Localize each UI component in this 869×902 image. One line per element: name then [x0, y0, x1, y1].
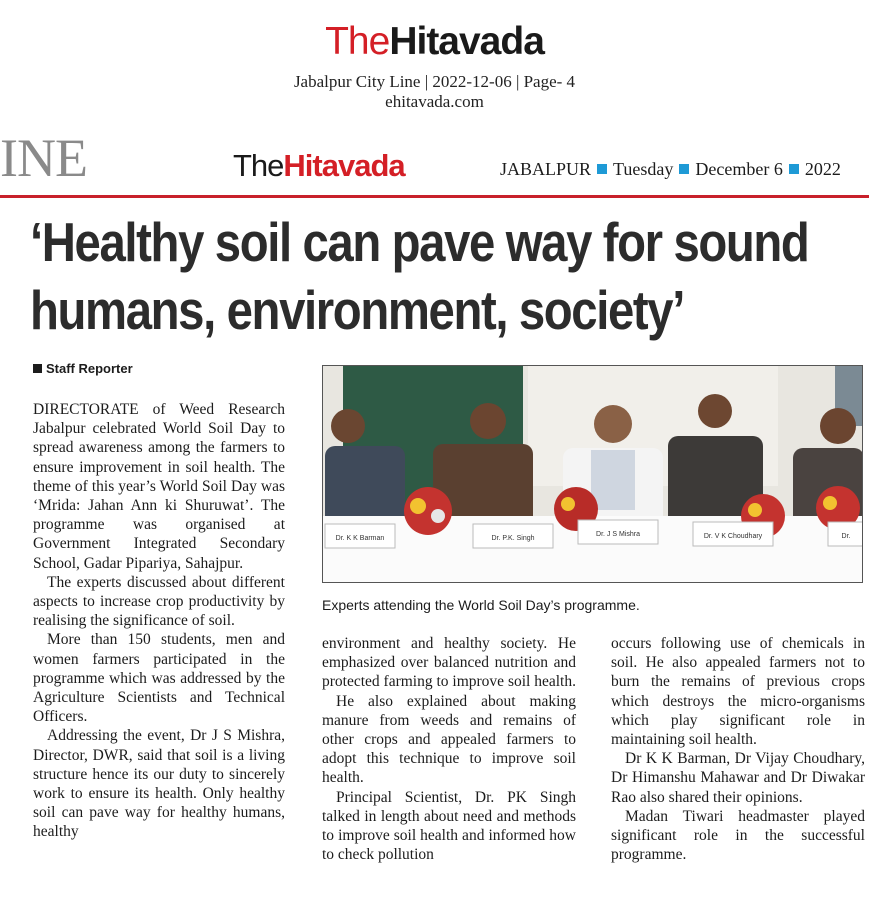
- paragraph: occurs following use of chemicals in soil. He also appealed farmers not to burn the remains of previous crops which destroys the micro-organisms which play significant role in maintaining soil health.: [611, 635, 865, 749]
- byline-square-icon: [33, 364, 42, 373]
- masthead-logo: [233, 148, 405, 184]
- edition-meta: Jabalpur City Line | 2022-12-06 | Page- 4: [293, 72, 576, 91]
- article-photo: [322, 365, 863, 583]
- paragraph: Dr K K Barman, Dr Vijay Choudhary, Dr Himanshu Mahawar and Dr Diwakar Rao also shared their opinions.: [611, 750, 865, 806]
- bullet-square-icon: [789, 164, 799, 174]
- article-column-3: [611, 634, 865, 864]
- nameplate-2: Dr. P.K. Singh: [491, 535, 535, 542]
- dateline-date: December 6: [695, 159, 783, 179]
- site-link[interactable]: ehitavada.com: [385, 92, 484, 111]
- article-headline: ‘Healthy soil can pave way for sound humans, environment, society’: [30, 211, 809, 341]
- paragraph: Principal Scientist, Dr. PK Singh talked in length about need and methods to improve soil health and informed how to check pollution: [322, 788, 576, 864]
- paragraph: environment and healthy society. He emphasized over balanced nutrition and protected farming to improve soil health.: [322, 635, 576, 691]
- masthead-logo-brand: Hitavada: [283, 148, 405, 183]
- article-column-1: [33, 400, 285, 842]
- logo-brand: Hitavada: [389, 20, 544, 63]
- dateline-day: Tuesday: [613, 159, 674, 179]
- byline-text: Staff Reporter: [46, 361, 133, 376]
- masthead-rule: [0, 195, 869, 198]
- paragraph: Madan Tiwari headmaster played significant role in the successful programme.: [611, 807, 865, 864]
- dateline-year: 2022: [804, 159, 841, 179]
- nameplate-5: Dr.: [841, 533, 851, 540]
- dateline: [500, 158, 841, 180]
- bullet-square-icon: [597, 164, 607, 174]
- paragraph: DIRECTORATE of Weed Research Jabalpur celebrated World Soil Day to spread awareness among the farmers to ensure improvement in soil health. The theme of this year’s World Soil Day was ‘Mrida: Jahan Ann ki Shuruwat’. The programme was organised at Government Integrated Secondary School, Gadar Pipariya, Sahajpur.: [33, 401, 285, 572]
- paragraph: Addressing the event, Dr J S Mishra, Director, DWR, said that soil is a living structure hence its our duty to sincerely work to ensure its health. Only healthy soil can pave way for healthy humans, healthy: [33, 727, 285, 841]
- nameplate-1: Dr. K K Barman: [335, 535, 385, 542]
- nameplate-3: Dr. J S Mishra: [596, 531, 640, 538]
- paragraph: The experts discussed about different aspects to increase crop productivity by realising the significance of soil.: [33, 573, 285, 630]
- paragraph: More than 150 students, men and women farmers participated in the programme which was addressed by the Agriculture Scientists and Technical Officers.: [33, 631, 285, 726]
- nameplate-4: Dr. V K Choudhary: [703, 533, 763, 540]
- photo-caption: Experts attending the World Soil Day’s programme.: [322, 597, 640, 613]
- epaper-logo: [0, 20, 869, 64]
- section-title-fragment: INE: [0, 128, 87, 188]
- paragraph: He also explained about making manure from weeds and remains of other crops and appealed farmers to adopt this technique to improve soil health.: [322, 692, 576, 787]
- photo-scene: [323, 366, 863, 583]
- logo-the: The: [325, 20, 390, 63]
- bullet-square-icon: [679, 164, 689, 174]
- byline: [33, 361, 133, 377]
- article-column-2: [322, 634, 576, 864]
- dateline-city: JABALPUR: [500, 159, 592, 179]
- masthead-logo-the: The: [233, 148, 284, 183]
